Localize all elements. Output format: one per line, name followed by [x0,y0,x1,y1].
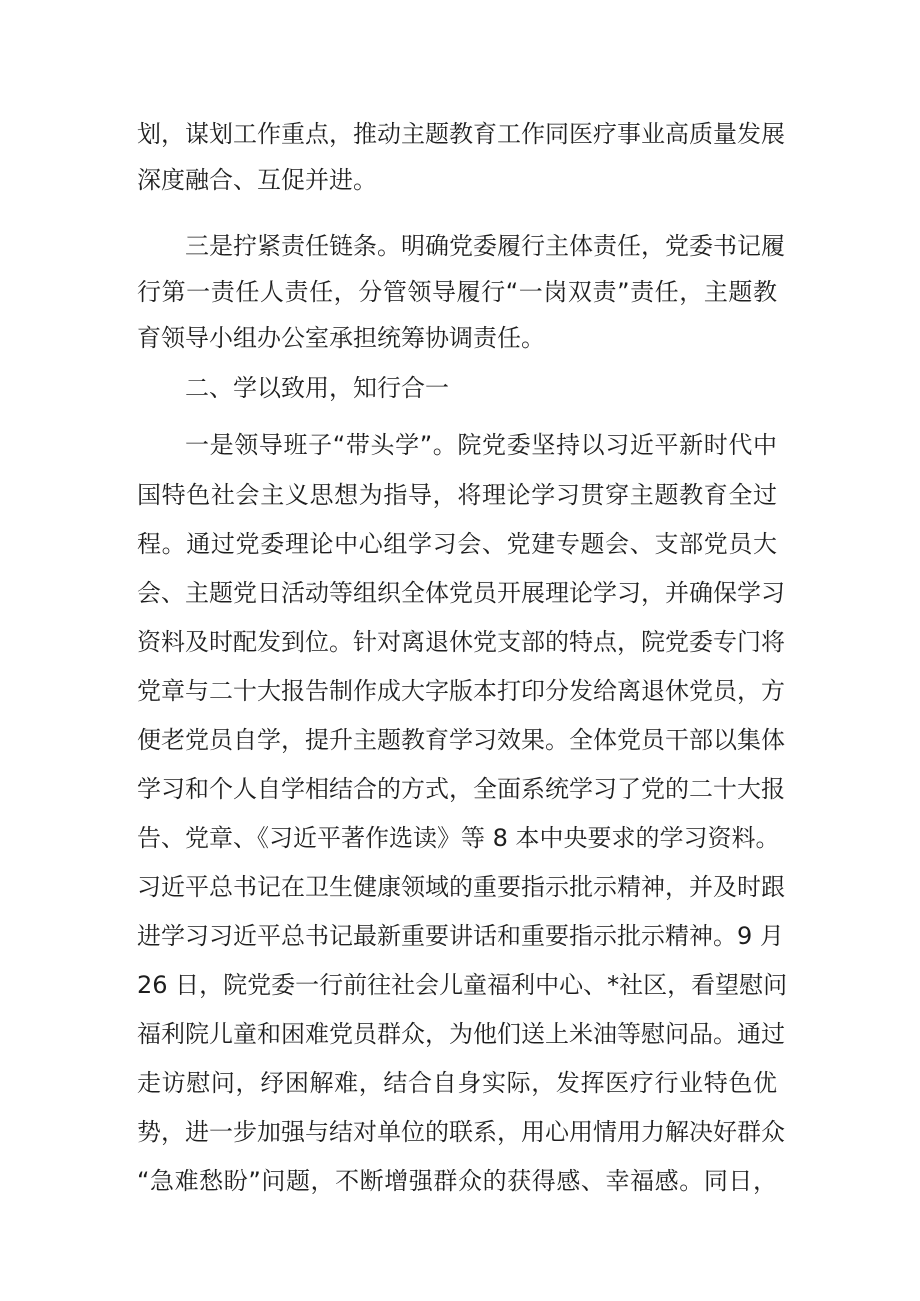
text-line: 划，谋划工作重点，推动主题教育工作同医疗事业高质量发展 [137,120,785,148]
text-line: 26 日，院党委一行前往社会儿童福利中心、*社区，看望慰问 [137,971,788,999]
text-line: “急难愁盼”问题，不断增强群众的获得感、幸福感。同日， [137,1167,777,1195]
text-line: 福利院儿童和困难党员群众，为他们送上米油等慰问品。通过 [137,1020,785,1048]
text-line: 育领导小组办公室承担统筹协调责任。 [137,324,545,352]
text-line: 进学习习近平总书记最新重要讲话和重要指示批示精神。9 月 [137,922,784,950]
text-line: 走访慰问，纾困解难，结合自身实际，发挥医疗行业特色优 [137,1069,777,1097]
text-line: 国特色社会主义思想为指导，将理论学习贯穿主题教育全过 [137,481,777,509]
paragraph-start-line: 三是拧紧责任链条。明确党委履行主体责任，党委书记履 [185,232,785,260]
section-heading: 二、学以致用，知行合一 [185,374,449,402]
text-line: 行第一责任人责任，分管领导履行“一岗双责”责任，主题教 [137,278,777,306]
text-line: 程。通过党委理论中心组学习会、党建专题会、支部党员大 [137,530,777,558]
text-line: 告、党章、《习近平著作选读》等 8 本中央要求的学习资料。 [137,824,780,852]
text-line: 党章与二十大报告制作成大字版本打印分发给离退休党员，方 [137,677,785,705]
text-line: 习近平总书记在卫生健康领域的重要指示批示精神，并及时跟 [137,873,785,901]
paragraph-start-line: 一是领导班子“带头学”。院党委坚持以习近平新时代中 [185,431,777,459]
text-line: 学习和个人自学相结合的方式，全面系统学习了党的二十大报 [137,775,785,803]
text-line: 资料及时配发到位。针对离退休党支部的特点，院党委专门将 [137,628,785,656]
text-line: 深度融合、互促并进。 [137,166,377,194]
text-line: 势，进一步加强与结对单位的联系，用心用情用力解决好群众 [137,1118,785,1146]
text-line: 便老党员自学，提升主题教育学习效果。全体党员干部以集体 [137,726,785,754]
text-line: 会、主题党日活动等组织全体党员开展理论学习，并确保学习 [137,579,785,607]
